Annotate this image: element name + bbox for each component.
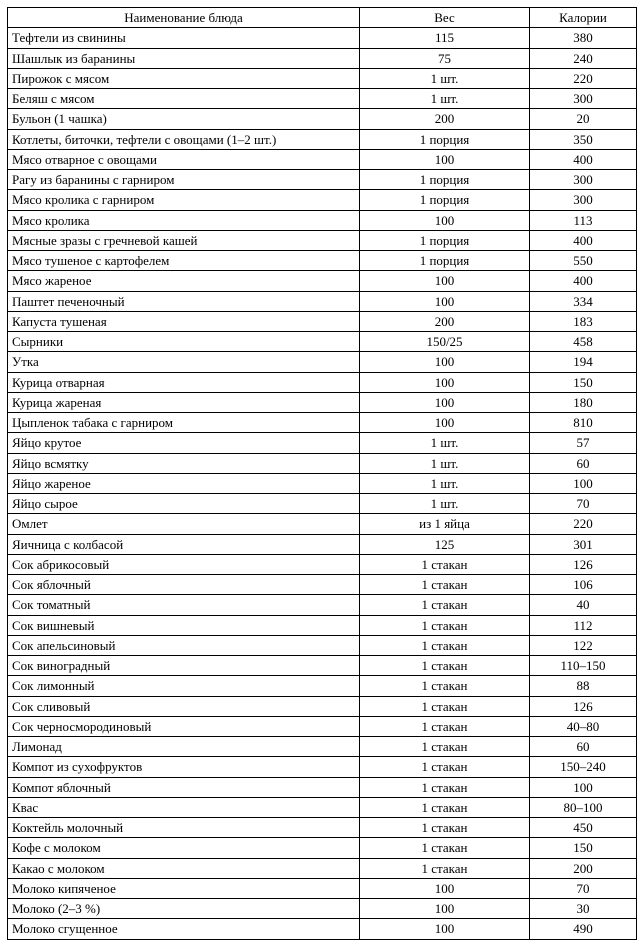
table-row <box>8 433 637 453</box>
dish-name-cell: Капуста тушеная <box>8 311 360 331</box>
calories-cell: 150–240 <box>530 757 637 777</box>
calories-cell: 400 <box>530 230 637 250</box>
header-calories: Калории <box>530 8 637 28</box>
dish-name-cell: Яйцо крутое <box>8 433 360 453</box>
weight-cell: 1 шт. <box>360 494 530 514</box>
dish-name-cell: Курица отварная <box>8 372 360 392</box>
dish-name-cell: Какао с молоком <box>8 858 360 878</box>
dish-name-cell: Мясные зразы с гречневой кашей <box>8 230 360 250</box>
table-row <box>8 838 637 858</box>
calories-cell: 60 <box>530 737 637 757</box>
dish-name-cell: Паштет печеночный <box>8 291 360 311</box>
table-row <box>8 332 637 352</box>
table-row <box>8 89 637 109</box>
calories-cell: 220 <box>530 68 637 88</box>
calories-cell: 220 <box>530 514 637 534</box>
weight-cell: 1 порция <box>360 129 530 149</box>
calories-cell: 450 <box>530 818 637 838</box>
dish-name-cell: Сырники <box>8 332 360 352</box>
calories-cell: 334 <box>530 291 637 311</box>
table-row <box>8 818 637 838</box>
dish-name-cell: Рагу из баранины с гарниром <box>8 170 360 190</box>
calories-cell: 458 <box>530 332 637 352</box>
calories-cell: 122 <box>530 635 637 655</box>
calories-cell: 40–80 <box>530 716 637 736</box>
calories-cell: 194 <box>530 352 637 372</box>
dish-name-cell: Молоко сгущенное <box>8 919 360 939</box>
weight-cell: 150/25 <box>360 332 530 352</box>
calories-cell: 100 <box>530 777 637 797</box>
calories-cell: 113 <box>530 210 637 230</box>
table-header-row <box>8 8 637 28</box>
calories-cell: 88 <box>530 676 637 696</box>
calories-cell: 112 <box>530 615 637 635</box>
dish-name-cell: Котлеты, биточки, тефтели с овощами (1–2 шт.) <box>8 129 360 149</box>
table-body <box>8 28 637 939</box>
dish-name-cell: Яйцо жареное <box>8 473 360 493</box>
dish-name-cell: Молоко (2–3 %) <box>8 899 360 919</box>
table-row <box>8 48 637 68</box>
weight-cell: 1 стакан <box>360 777 530 797</box>
table-row <box>8 554 637 574</box>
weight-cell: 1 порция <box>360 170 530 190</box>
weight-cell: 1 порция <box>360 230 530 250</box>
dish-name-cell: Мясо кролика <box>8 210 360 230</box>
table-row <box>8 28 637 48</box>
weight-cell: 1 стакан <box>360 554 530 574</box>
weight-cell: 1 порция <box>360 190 530 210</box>
dish-name-cell: Сок лимонный <box>8 676 360 696</box>
dish-name-cell: Коктейль молочный <box>8 818 360 838</box>
dish-name-cell: Лимонад <box>8 737 360 757</box>
weight-cell: 1 стакан <box>360 696 530 716</box>
calories-cell: 70 <box>530 878 637 898</box>
dish-name-cell: Мясо отварное с овощами <box>8 149 360 169</box>
weight-cell: 100 <box>360 149 530 169</box>
weight-cell: 1 стакан <box>360 797 530 817</box>
dish-name-cell: Курица жареная <box>8 392 360 412</box>
weight-cell: 100 <box>360 352 530 372</box>
weight-cell: 125 <box>360 534 530 554</box>
weight-cell: 1 стакан <box>360 656 530 676</box>
table-row <box>8 494 637 514</box>
weight-cell: 200 <box>360 109 530 129</box>
weight-cell: 100 <box>360 899 530 919</box>
dish-name-cell: Шашлык из баранины <box>8 48 360 68</box>
table-row <box>8 919 637 939</box>
dish-name-cell: Омлет <box>8 514 360 534</box>
dish-name-cell: Цыпленок табака с гарниром <box>8 413 360 433</box>
weight-cell: 100 <box>360 413 530 433</box>
dish-name-cell: Пирожок с мясом <box>8 68 360 88</box>
dish-name-cell: Беляш с мясом <box>8 89 360 109</box>
calories-cell: 126 <box>530 554 637 574</box>
table-row <box>8 716 637 736</box>
table-row <box>8 109 637 129</box>
calories-cell: 240 <box>530 48 637 68</box>
calories-cell: 30 <box>530 899 637 919</box>
dish-name-cell: Яйцо сырое <box>8 494 360 514</box>
calories-cell: 20 <box>530 109 637 129</box>
calories-cell: 300 <box>530 190 637 210</box>
table-row <box>8 676 637 696</box>
table-row <box>8 473 637 493</box>
weight-cell: 1 шт. <box>360 473 530 493</box>
dish-name-cell: Сок вишневый <box>8 615 360 635</box>
calories-cell: 180 <box>530 392 637 412</box>
dish-name-cell: Мясо тушеное с картофелем <box>8 251 360 271</box>
table-row <box>8 595 637 615</box>
calories-cell: 40 <box>530 595 637 615</box>
weight-cell: 1 стакан <box>360 838 530 858</box>
dish-name-cell: Сок виноградный <box>8 656 360 676</box>
calories-cell: 380 <box>530 28 637 48</box>
table-row <box>8 190 637 210</box>
calories-cell: 350 <box>530 129 637 149</box>
table-row <box>8 251 637 271</box>
weight-cell: 1 стакан <box>360 818 530 838</box>
table-row <box>8 170 637 190</box>
table-row <box>8 858 637 878</box>
dish-name-cell: Мясо жареное <box>8 271 360 291</box>
weight-cell: 1 стакан <box>360 676 530 696</box>
table-row <box>8 635 637 655</box>
table-row <box>8 372 637 392</box>
calories-cell: 490 <box>530 919 637 939</box>
calories-cell: 300 <box>530 170 637 190</box>
weight-cell: 115 <box>360 28 530 48</box>
calorie-table <box>7 7 637 940</box>
calories-cell: 400 <box>530 271 637 291</box>
dish-name-cell: Сок апельсиновый <box>8 635 360 655</box>
calories-cell: 200 <box>530 858 637 878</box>
table-row <box>8 575 637 595</box>
calories-cell: 100 <box>530 473 637 493</box>
table-row <box>8 271 637 291</box>
dish-name-cell: Квас <box>8 797 360 817</box>
calories-cell: 60 <box>530 453 637 473</box>
table-row <box>8 352 637 372</box>
dish-name-cell: Компот яблочный <box>8 777 360 797</box>
weight-cell: 100 <box>360 271 530 291</box>
calories-cell: 400 <box>530 149 637 169</box>
weight-cell: 100 <box>360 291 530 311</box>
dish-name-cell: Яйцо всмятку <box>8 453 360 473</box>
table-row <box>8 311 637 331</box>
table-row <box>8 210 637 230</box>
header-dish-name: Наименование блюда <box>8 8 360 28</box>
calories-cell: 126 <box>530 696 637 716</box>
weight-cell: 1 шт. <box>360 68 530 88</box>
weight-cell: 1 стакан <box>360 615 530 635</box>
weight-cell: 1 стакан <box>360 635 530 655</box>
table-row <box>8 737 637 757</box>
dish-name-cell: Кофе с молоком <box>8 838 360 858</box>
dish-name-cell: Сок томатный <box>8 595 360 615</box>
header-weight: Вес <box>360 8 530 28</box>
table-row <box>8 453 637 473</box>
table-row <box>8 392 637 412</box>
calories-cell: 110–150 <box>530 656 637 676</box>
calories-cell: 183 <box>530 311 637 331</box>
weight-cell: 1 шт. <box>360 453 530 473</box>
dish-name-cell: Яичница с колбасой <box>8 534 360 554</box>
calories-cell: 106 <box>530 575 637 595</box>
table-row <box>8 534 637 554</box>
table-row <box>8 230 637 250</box>
calories-cell: 301 <box>530 534 637 554</box>
dish-name-cell: Сок абрикосовый <box>8 554 360 574</box>
weight-cell: 75 <box>360 48 530 68</box>
weight-cell: 1 стакан <box>360 858 530 878</box>
calories-cell: 150 <box>530 372 637 392</box>
weight-cell: 100 <box>360 919 530 939</box>
dish-name-cell: Молоко кипяченое <box>8 878 360 898</box>
calories-cell: 70 <box>530 494 637 514</box>
weight-cell: 200 <box>360 311 530 331</box>
calories-cell: 150 <box>530 838 637 858</box>
weight-cell: 100 <box>360 210 530 230</box>
dish-name-cell: Тефтели из свинины <box>8 28 360 48</box>
weight-cell: 100 <box>360 878 530 898</box>
weight-cell: 1 шт. <box>360 89 530 109</box>
dish-name-cell: Мясо кролика с гарниром <box>8 190 360 210</box>
table-row <box>8 797 637 817</box>
weight-cell: 1 шт. <box>360 433 530 453</box>
table-row <box>8 757 637 777</box>
dish-name-cell: Сок черносмородиновый <box>8 716 360 736</box>
table-row <box>8 291 637 311</box>
calories-cell: 810 <box>530 413 637 433</box>
weight-cell: 1 порция <box>360 251 530 271</box>
dish-name-cell: Утка <box>8 352 360 372</box>
calories-cell: 550 <box>530 251 637 271</box>
dish-name-cell: Бульон (1 чашка) <box>8 109 360 129</box>
table-row <box>8 878 637 898</box>
dish-name-cell: Компот из сухофруктов <box>8 757 360 777</box>
weight-cell: из 1 яйца <box>360 514 530 534</box>
table-row <box>8 696 637 716</box>
table-row <box>8 68 637 88</box>
dish-name-cell: Сок яблочный <box>8 575 360 595</box>
calories-cell: 80–100 <box>530 797 637 817</box>
table-row <box>8 413 637 433</box>
dish-name-cell: Сок сливовый <box>8 696 360 716</box>
weight-cell: 1 стакан <box>360 716 530 736</box>
table-row <box>8 656 637 676</box>
table-row <box>8 514 637 534</box>
table-row <box>8 149 637 169</box>
calories-cell: 300 <box>530 89 637 109</box>
weight-cell: 1 стакан <box>360 737 530 757</box>
weight-cell: 100 <box>360 372 530 392</box>
table-row <box>8 615 637 635</box>
weight-cell: 1 стакан <box>360 595 530 615</box>
table-row <box>8 899 637 919</box>
weight-cell: 100 <box>360 392 530 412</box>
table-row <box>8 777 637 797</box>
table-row <box>8 129 637 149</box>
calories-cell: 57 <box>530 433 637 453</box>
weight-cell: 1 стакан <box>360 757 530 777</box>
weight-cell: 1 стакан <box>360 575 530 595</box>
